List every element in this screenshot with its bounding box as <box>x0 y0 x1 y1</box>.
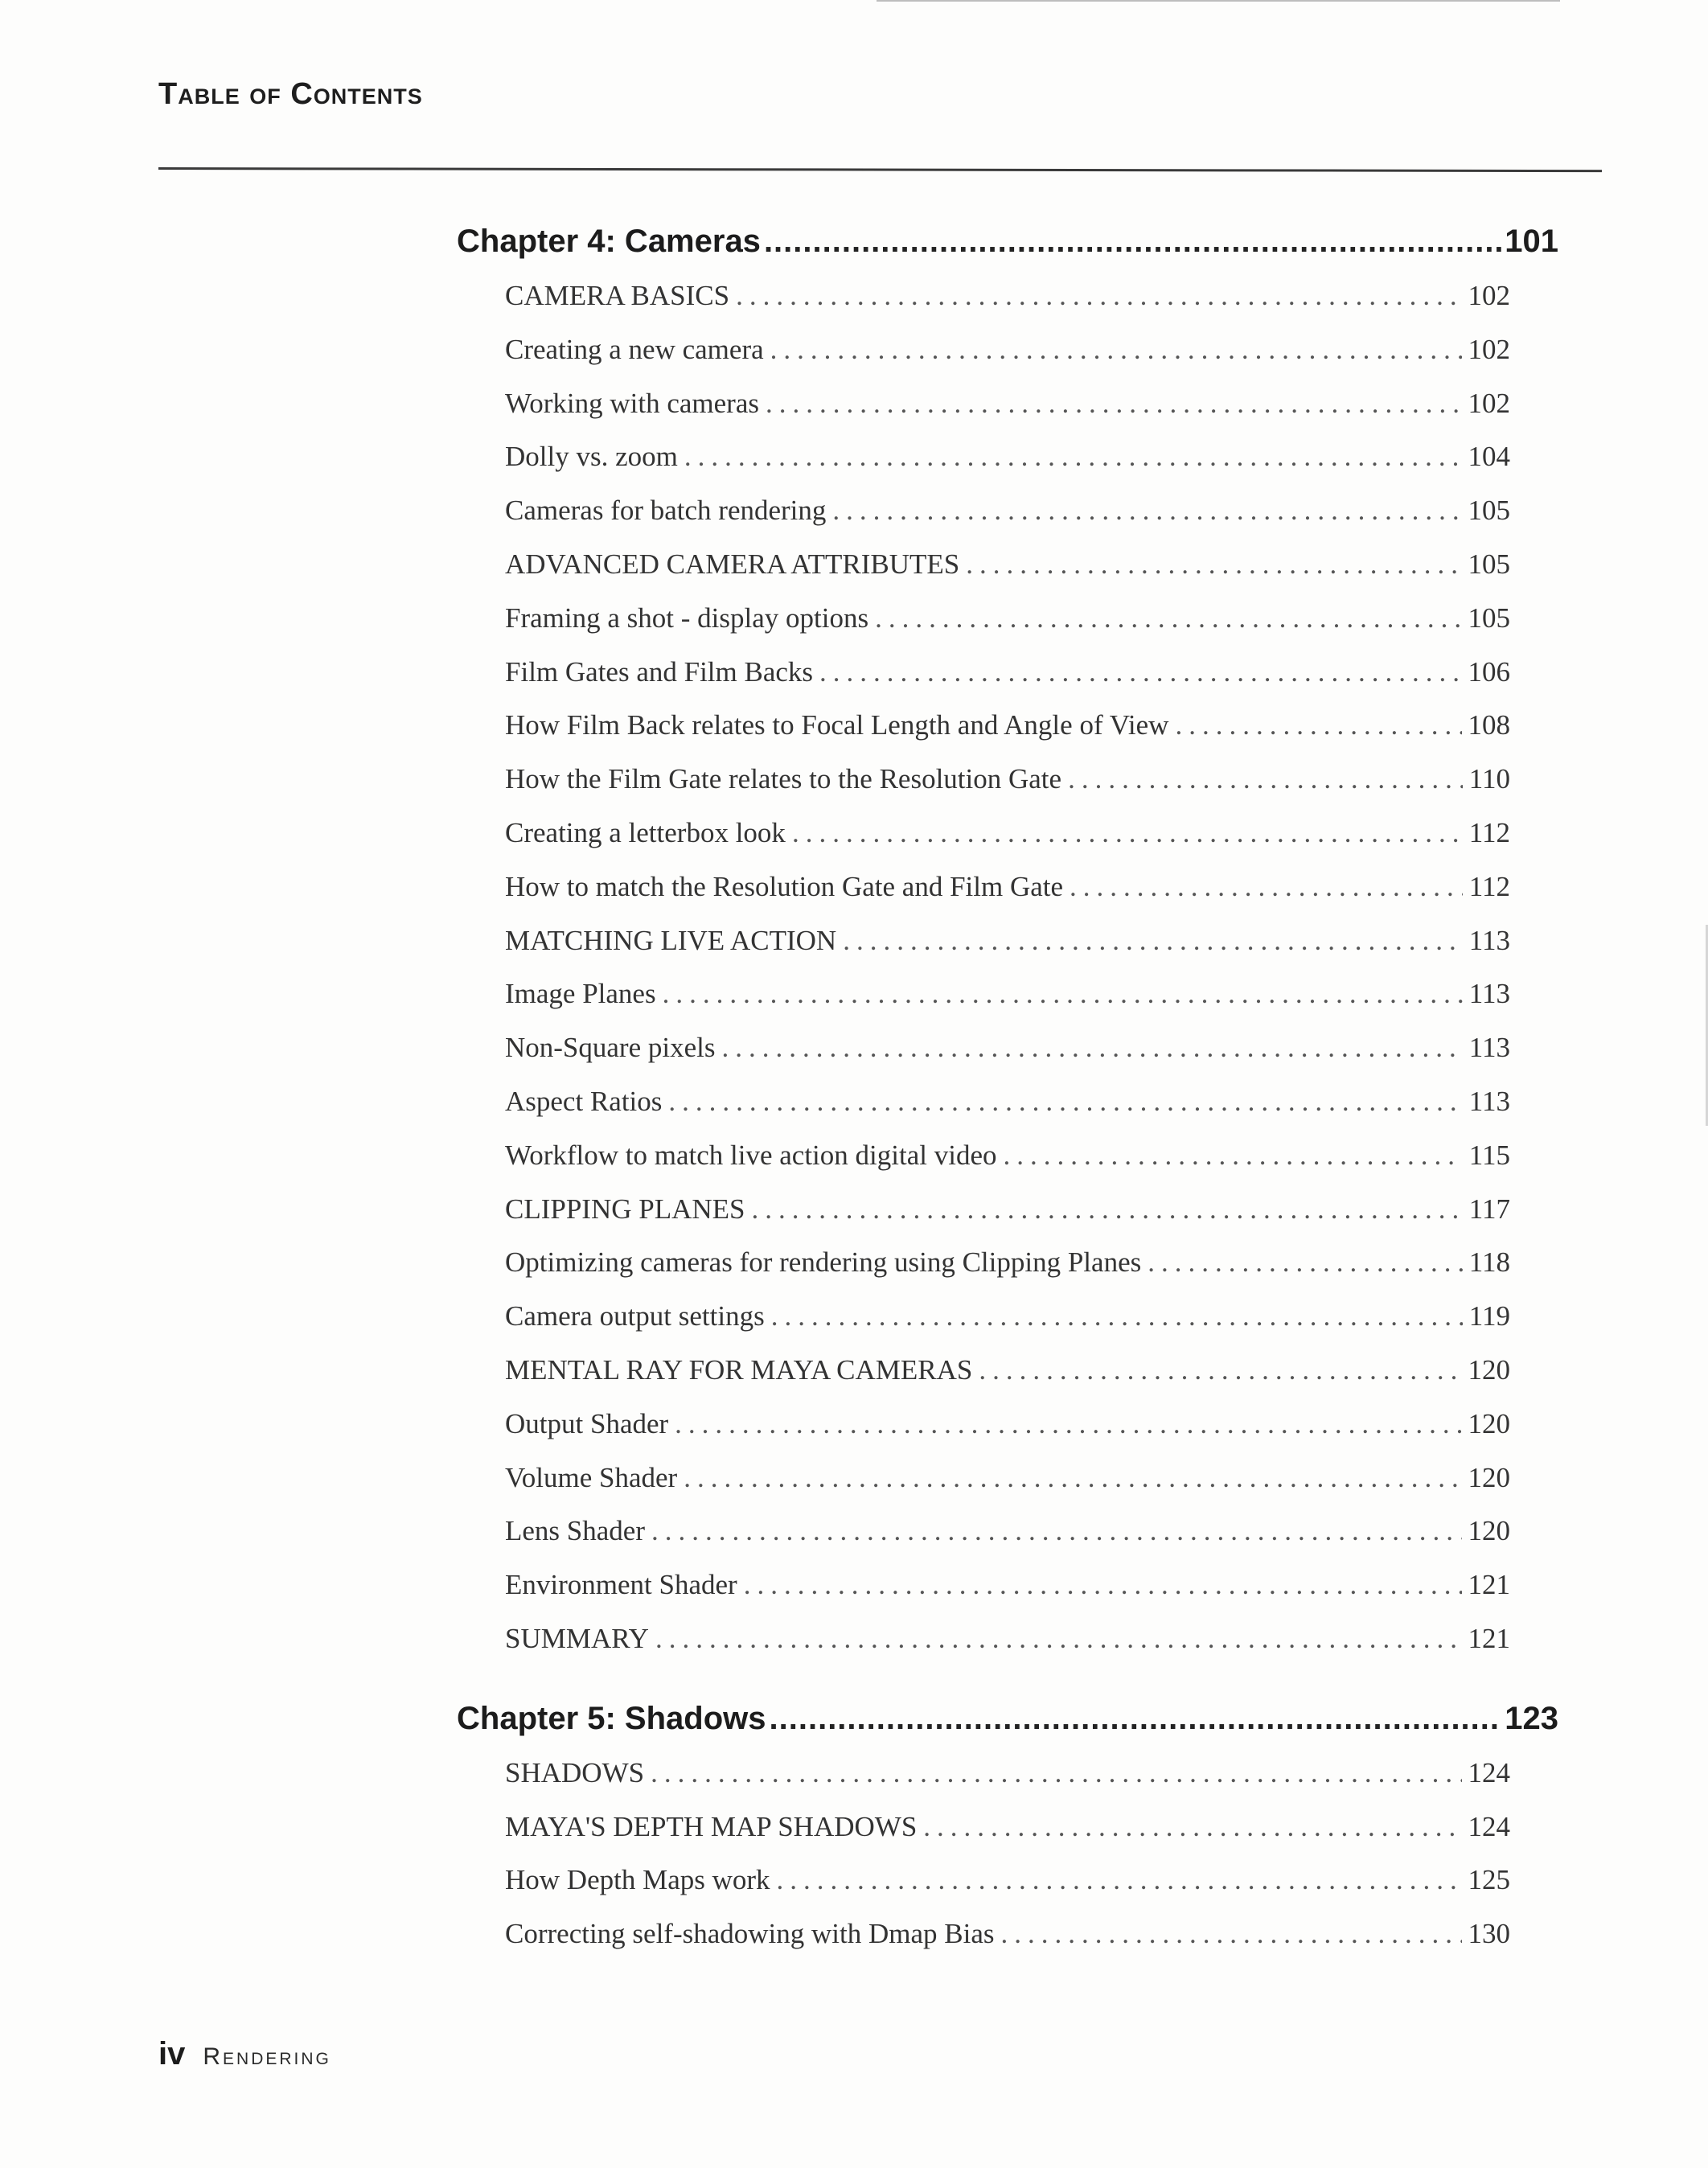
entry-title: Environment Shader <box>505 1569 737 1601</box>
entry-page-number: 105 <box>1468 602 1510 634</box>
dot-leader <box>744 1569 1462 1601</box>
entry-page-number: 130 <box>1468 1918 1510 1950</box>
toc-entry[interactable] <box>505 1569 1510 1623</box>
chapter-heading[interactable] <box>457 224 1558 280</box>
entry-page-number: 120 <box>1468 1353 1510 1386</box>
entry-title: MENTAL RAY FOR MAYA CAMERAS <box>505 1353 973 1386</box>
dot-leader <box>684 1462 1461 1494</box>
dot-leader <box>966 548 1461 581</box>
toc-entry[interactable] <box>505 1354 1510 1408</box>
entry-page-number: 121 <box>1468 1622 1510 1654</box>
entry-page-number: 120 <box>1468 1515 1510 1547</box>
entry-title: Image Planes <box>505 978 656 1010</box>
entry-page-number: 102 <box>1468 333 1510 365</box>
dot-leader <box>770 334 1462 366</box>
toc-entry[interactable] <box>505 1918 1510 1972</box>
toc-entry[interactable] <box>505 871 1510 925</box>
toc-entry[interactable] <box>505 1086 1510 1139</box>
entry-page-number: 113 <box>1468 1085 1510 1117</box>
toc-entry[interactable] <box>505 441 1510 495</box>
dot-leader <box>1148 1246 1463 1279</box>
dot-leader <box>979 1354 1461 1386</box>
chapter-title: Chapter 5: Shadows <box>457 1700 766 1736</box>
entry-title: Film Gates and Film Backs <box>505 655 814 688</box>
entry-title: Aspect Ratios <box>505 1085 663 1117</box>
toc-entry[interactable] <box>505 1623 1510 1677</box>
chapter-page-number: 101 <box>1505 224 1558 259</box>
entry-title: Creating a new camera <box>505 333 764 365</box>
entry-page-number: 102 <box>1468 280 1510 311</box>
entry-title: CLIPPING PLANES <box>505 1193 745 1225</box>
entry-page-number: 108 <box>1468 709 1510 741</box>
entry-title: Correcting self-shadowing with Dmap Bias <box>505 1918 995 1950</box>
toc-entry[interactable] <box>505 1757 1510 1811</box>
entry-title: MATCHING LIVE ACTION <box>505 924 837 956</box>
folio-number: iv <box>158 2036 186 2072</box>
dot-leader <box>875 602 1461 634</box>
dot-leader <box>819 656 1461 688</box>
entry-page-number: 125 <box>1468 1864 1510 1896</box>
table-of-contents <box>457 224 1558 1972</box>
toc-entry[interactable] <box>505 280 1510 334</box>
toc-entry[interactable] <box>505 548 1510 602</box>
toc-entry[interactable] <box>505 1462 1510 1516</box>
dot-leader <box>843 925 1463 957</box>
toc-entry[interactable] <box>505 1193 1510 1247</box>
entry-title: MAYA'S DEPTH MAP SHADOWS <box>505 1810 918 1842</box>
toc-entry[interactable] <box>505 334 1510 388</box>
entry-title: Creating a letterbox look <box>505 816 786 848</box>
dot-leader <box>1003 1139 1462 1172</box>
dot-leader <box>771 1300 1463 1332</box>
dot-leader <box>684 441 1462 473</box>
toc-entry[interactable] <box>505 978 1510 1032</box>
entry-page-number: 120 <box>1468 1461 1510 1493</box>
dot-leader <box>832 495 1461 527</box>
entry-page-number: 112 <box>1468 870 1510 902</box>
dot-leader <box>764 224 1501 260</box>
dot-leader <box>655 1623 1462 1655</box>
toc-entry[interactable] <box>505 817 1510 871</box>
top-edge-rule <box>877 0 1560 2</box>
toc-entry[interactable] <box>505 1864 1510 1918</box>
dot-leader <box>663 978 1463 1010</box>
toc-entry[interactable] <box>505 1408 1510 1462</box>
toc-entry[interactable] <box>505 709 1510 763</box>
toc-entry[interactable] <box>505 1246 1510 1300</box>
entry-page-number: 115 <box>1468 1139 1510 1171</box>
entry-title: Dolly vs. zoom <box>505 441 678 473</box>
entry-title: CAMERA BASICS <box>505 280 730 311</box>
entry-page-number: 105 <box>1468 548 1510 580</box>
chapter-title: Chapter 4: Cameras <box>457 224 761 259</box>
entry-title: Non-Square pixels <box>505 1032 716 1064</box>
entry-page-number: 113 <box>1468 978 1510 1010</box>
dot-leader <box>651 1515 1462 1547</box>
entry-page-number: 106 <box>1468 655 1510 688</box>
dot-leader <box>668 1086 1462 1118</box>
entry-title: How Film Back relates to Focal Length and Angle of View <box>505 709 1169 741</box>
entry-title: Optimizing cameras for rendering using Clipping Planes <box>505 1246 1142 1279</box>
dot-leader <box>777 1864 1462 1896</box>
dot-leader <box>792 817 1463 849</box>
book-title: Rendering <box>203 2043 331 2070</box>
dot-leader <box>675 1408 1461 1440</box>
entry-page-number: 118 <box>1468 1246 1510 1279</box>
dot-leader <box>1070 871 1463 903</box>
toc-entry[interactable] <box>505 925 1510 979</box>
toc-entry[interactable] <box>505 1811 1510 1865</box>
toc-entry[interactable] <box>505 1515 1510 1569</box>
chapter-heading[interactable] <box>457 1701 1558 1757</box>
entry-page-number: 110 <box>1468 763 1510 795</box>
entry-title: How Depth Maps work <box>505 1864 770 1896</box>
entry-page-number: 124 <box>1468 1810 1510 1842</box>
entry-page-number: 121 <box>1468 1569 1510 1601</box>
dot-leader <box>752 1193 1463 1226</box>
entry-page-number: 112 <box>1468 816 1510 848</box>
dot-leader <box>651 1757 1461 1789</box>
entry-page-number: 119 <box>1468 1300 1510 1332</box>
entry-page-number: 113 <box>1468 924 1510 956</box>
toc-entry[interactable] <box>505 656 1510 710</box>
toc-entry[interactable] <box>505 763 1510 817</box>
entry-page-number: 117 <box>1468 1193 1510 1225</box>
entry-title: Lens Shader <box>505 1515 645 1547</box>
dot-leader <box>721 1032 1462 1064</box>
entry-page-number: 113 <box>1468 1032 1510 1064</box>
entry-title: Volume Shader <box>505 1461 678 1493</box>
toc-entry[interactable] <box>505 1300 1510 1354</box>
entry-title: Framing a shot - display options <box>505 602 869 634</box>
entry-title: ADVANCED CAMERA ATTRIBUTES <box>505 548 960 580</box>
chapter-page-number: 123 <box>1505 1700 1558 1736</box>
toc-entry[interactable] <box>505 388 1510 441</box>
entry-title: Workflow to match live action digital video <box>505 1139 997 1171</box>
page-footer <box>158 2036 331 2072</box>
toc-entry[interactable] <box>505 495 1510 548</box>
toc-entry[interactable] <box>505 1139 1510 1193</box>
toc-entry[interactable] <box>505 1032 1510 1086</box>
dot-leader <box>923 1811 1461 1843</box>
dot-leader <box>736 280 1461 312</box>
dot-leader <box>766 388 1462 420</box>
entry-page-number: 104 <box>1468 441 1510 473</box>
entry-page-number: 102 <box>1468 387 1510 419</box>
entry-title: Output Shader <box>505 1407 669 1439</box>
dot-leader <box>1175 709 1461 741</box>
entry-title: SHADOWS <box>505 1756 645 1788</box>
dot-leader <box>770 1701 1502 1737</box>
entry-title: Camera output settings <box>505 1300 765 1332</box>
entry-title: Cameras for batch rendering <box>505 495 827 527</box>
running-head: Table of Contents <box>158 77 423 111</box>
dot-leader <box>1068 763 1463 795</box>
entry-title: How to match the Resolution Gate and Film Gate <box>505 870 1064 902</box>
entry-page-number: 120 <box>1468 1407 1510 1439</box>
entry-page-number: 124 <box>1468 1756 1510 1788</box>
dot-leader <box>1001 1918 1462 1950</box>
entry-title: SUMMARY <box>505 1622 649 1654</box>
entry-title: How the Film Gate relates to the Resolution Gate <box>505 763 1062 795</box>
header-rule <box>158 167 1602 172</box>
entry-title: Working with cameras <box>505 387 759 419</box>
entry-page-number: 105 <box>1468 495 1510 527</box>
toc-entry[interactable] <box>505 602 1510 656</box>
